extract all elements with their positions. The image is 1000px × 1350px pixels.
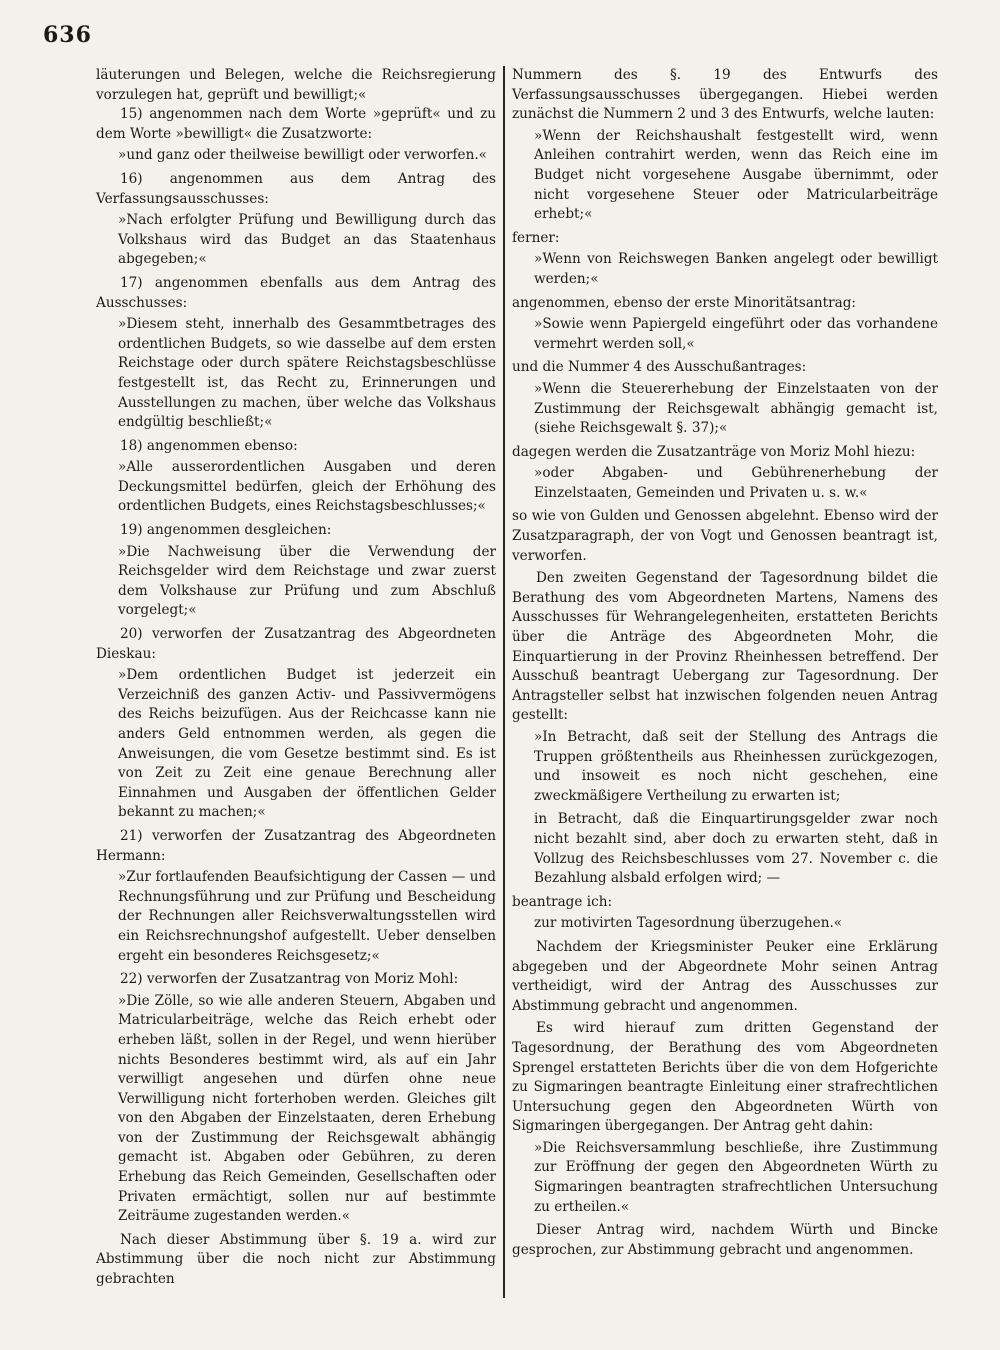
paragraph-quote: »Die Nachweisung über die Verwendung der Reichsgelder wird dem Reichstage und zwar zuerst dem Volkshause zur Prüfung und zum Abschluß vorgelegt;« — [118, 543, 496, 619]
paragraph-item: 17) angenommen ebenfalls aus dem Antrag des Ausschusses: — [96, 274, 496, 311]
paragraph-cont: beantrage ich: — [512, 893, 613, 910]
paragraph-item: 18) angenommen ebenso: — [120, 437, 298, 454]
paragraph-quote: »Sowie wenn Papiergeld eingeführt oder das vorhandene vermehrt werden soll,« — [534, 316, 938, 352]
page-number: 636 — [43, 22, 92, 48]
right-column — [512, 66, 938, 1260]
paragraph-para: Den zweiten Gegenstand der Tagesordnung bildet die Berathung des vom Abgeordneten Martens, Namens des Ausschusses für Wehrangelegenheiten, erstatteten Berichts über die Anträge des Abgeordneten Mohr, die Einquartierung in der Provinz Rheinhessen betreffend. Der Ausschuß beantragt Uebergang zur Tagesordnung. Der Antragsteller selbst hat inzwischen folgenden neuen Antrag gestellt: — [512, 570, 938, 724]
paragraph-cont: so wie von Gulden und Genossen abgelehnt. Ebenso wird der Zusatzparagraph, der von Vogt und Genossen beantragt ist, verworfen. — [512, 508, 938, 564]
paragraph-item: 19) angenommen desgleichen: — [120, 522, 332, 539]
paragraph-quote: »Wenn der Reichshaushalt festgestellt wird, wenn Anleihen contrahirt werden, wenn das Reich eine im Budget nicht vorgesehene Ausgabe übernimmt, oder nicht vorgesehene Steuer oder Matricularbeiträge erhebt;« — [534, 127, 938, 223]
paragraph-quote: »Wenn von Reichswegen Banken angelegt oder bewilligt werden;« — [534, 251, 938, 287]
paragraph-quote: »In Betracht, daß seit der Stellung des Antrags die Truppen größtentheils aus Rheinhessen zurückgezogen, und insoweit es noch nicht geschehen, eine zweckmäßigere Vertheilung zu erwarten ist; — [534, 729, 938, 804]
paragraph-item: 16) angenommen aus dem Antrag des Verfassungsausschusses: — [96, 170, 496, 207]
paragraph-quote: »Diesem steht, innerhalb des Gesammtbetrages des ordentlichen Budgets, so wie dasselbe auf dem ersten Reichstage oder durch spätere Reichstagsbeschlüsse festgestellt ist, das Recht zu, Erinnerungen und Ausstellungen zu machen, über welche das Volkshaus endgültig beschließt;« — [118, 316, 496, 431]
column-divider — [503, 66, 505, 1298]
paragraph-item: 21) verworfen der Zusatzantrag des Abgeordneten Hermann: — [96, 827, 496, 864]
paragraph-quote: »Die Zölle, so wie alle anderen Steuern, Abgaben und Matricularbeiträge, welche das Reich erhebt oder erheben läßt, sollen in der Regel, und wenn hierüber nichts Besonderes bestimmt wird, als auf ein Jahr verwilligt angesehen und dürfen ohne neue Verwilligung nicht forterhoben werden. Gleiches gilt von den Abgaben der Einzelstaaten, deren Erhebung von der Zustimmung der Reichsgewalt abhängig gemacht ist. Abgaben oder Gebühren, zu deren Erhebung das Reich Gemeinden, Gesellschaften oder Privaten ermächtigt, sollen nur auf bestimmte Zeiträume zugestanden werden.« — [118, 992, 496, 1225]
paragraph-quote: in Betracht, daß die Einquartirungsgelder zwar noch nicht bezahlt sind, aber doch zu erwarten steht, daß in Vollzug des Reichsbeschlusses vom 27. November c. die Bezahlung alsbald erfolgen wird; — — [534, 811, 938, 887]
paragraph-item: 22) verworfen der Zusatzantrag von Moriz Mohl: — [120, 971, 459, 988]
paragraph-quote: »Alle ausserordentlichen Ausgaben und deren Deckungsmittel bedürfen, gleich der Erhöhung des ordentlichen Budgets, eines Reichstagsbeschlusses;« — [118, 459, 496, 515]
left-column — [96, 66, 496, 1290]
paragraph-quote: »Nach erfolgter Prüfung und Bewilligung durch das Volkshaus wird das Budget an das Staatenhaus abgegeben;« — [118, 212, 496, 268]
paragraph-quote: zur motivirten Tagesordnung überzugehen.« — [534, 915, 843, 932]
paragraph-quote: »Die Reichsversammlung beschließe, ihre Zustimmung zur Eröffnung der gegen den Abgeordneten Würth zu Sigmaringen beantragten strafrechtlichen Untersuchung zu ertheilen.« — [534, 1139, 938, 1215]
paragraph-cont: ferner: — [512, 229, 560, 246]
paragraph-cont: und die Nummer 4 des Ausschußantrages: — [512, 359, 807, 376]
paragraph-cont: Nummern des §. 19 des Entwurfs des Verfassungsausschusses übergegangen. Hiebei werden zunächst die Nummern 2 und 3 des Entwurfs, welche lauten: — [512, 67, 938, 123]
paragraph-cont: dagegen werden die Zusatzanträge von Moriz Mohl hiezu: — [512, 443, 916, 460]
paragraph-quote: »und ganz oder theilweise bewilligt oder verworfen.« — [118, 147, 487, 164]
paragraph-quote: »oder Abgaben- und Gebührenerhebung der Einzelstaaten, Gemeinden und Privaten u. s. w.« — [534, 465, 938, 501]
paragraph-cont: angenommen, ebenso der erste Minoritätsantrag: — [512, 294, 856, 311]
paragraph-para: Es wird hierauf zum dritten Gegenstand der Tagesordnung, der Berathung des vom Abgeordneten Sprengel erstatteten Berichts über die von dem Hofgerichte zu Sigmaringen beantragte Einleitung einer strafrechtlichen Untersuchung gegen den Abgeordneten Würth von Sigmaringen übergegangen. Der Antrag geht dahin: — [512, 1020, 938, 1135]
paragraph-quote: »Wenn die Steuererhebung der Einzelstaaten von der Zustimmung der Reichsgewalt abhängig gemacht ist, (siehe Reichsgewalt §. 37);« — [534, 380, 938, 437]
paragraph-para: Nachdem der Kriegsminister Peuker eine Erklärung abgegeben und der Abgeordnete Mohr seinen Antrag vertheidigt, wird der Antrag des Ausschusses zur Abstimmung gebracht und angenommen. — [512, 938, 938, 1014]
paragraph-quote: »Zur fortlaufenden Beaufsichtigung der Cassen — und Rechnungsführung und zur Prüfung und Bescheidung der Rechnungen aller Reichsverwaltungsstellen wird ein Reichsrechnungshof aufgestellt. Ueber denselben ergeht ein besonderes Reichsgesetz;« — [118, 869, 496, 964]
paragraph-item: 15) angenommen nach dem Worte »geprüft« und zu dem Worte »bewilligt« die Zusatzworte: — [96, 106, 496, 142]
paragraph-quote: »Dem ordentlichen Budget ist jederzeit ein Verzeichniß des ganzen Activ- und Passivvermögens des Reichs beizufügen. Aus der Reichcasse kann nie anders Geld entnommen werden, als gegen die Anweisungen, die vom Gesetze bestimmt sind. Es ist von Zeit zu Zeit eine genaue Berechnung aller Einnahmen und Ausgaben der öffentlichen Gelder bekannt zu machen;« — [118, 667, 496, 821]
paragraph-para: Dieser Antrag wird, nachdem Würth und Bincke gesprochen, zur Abstimmung gebracht und angenommen. — [512, 1222, 938, 1258]
paragraph-cont: läuterungen und Belegen, welche die Reichsregierung vorzulegen hat, geprüft und bewilligt;« — [96, 67, 496, 103]
paragraph-para: Nach dieser Abstimmung über §. 19 a. wird zur Abstimmung über die noch nicht zur Abstimmung gebrachten — [96, 1231, 496, 1288]
paragraph-item: 20) verworfen der Zusatzantrag des Abgeordneten Dieskau: — [96, 626, 496, 662]
